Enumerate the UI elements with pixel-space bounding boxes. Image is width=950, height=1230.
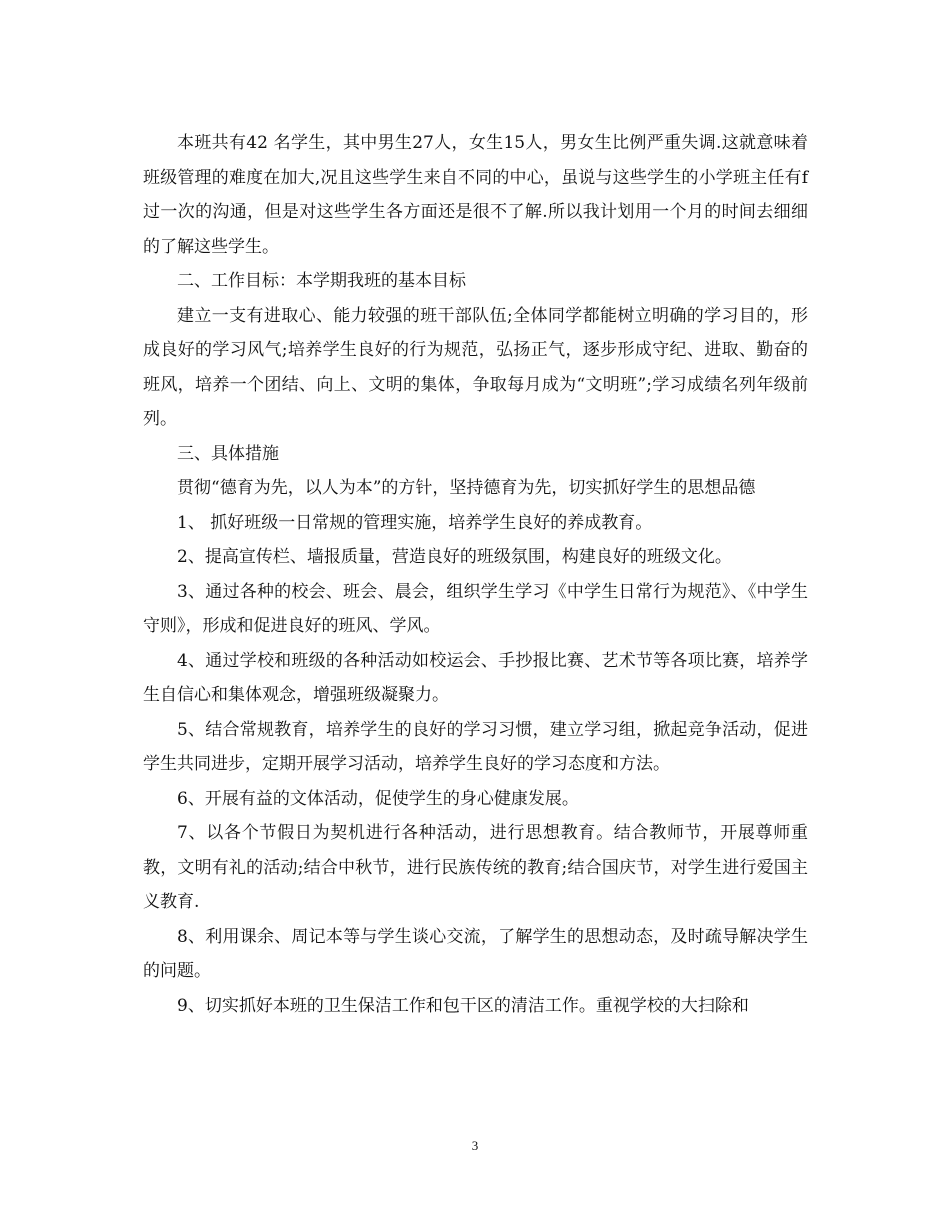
paragraph-class-overview: 本班共有42 名学生，其中男生27人，女生15人，男女生比例严重失调.这就意味着班级管理的难度在加大,况且这些学生来自不同的中心，虽说与这些学生的小学班主任有f过一次的沟通，但是对这些学生各方面还是很不了解.所以我计划用一个月的时间去细细的了解这些学生。 bbox=[143, 133, 808, 257]
list-item-1: 1、 抓好班级一日常规的管理实施，培养学生良好的养成教育。 bbox=[177, 512, 653, 533]
list-item-8: 8、利用课余、周记本等与学生谈心交流，了解学生的思想动态，及时疏导解决学生的问题。 bbox=[143, 926, 808, 981]
document-body bbox=[143, 126, 808, 1023]
heading-work-goals: 二、工作目标：本学期我班的基本目标 bbox=[177, 271, 466, 291]
list-item-5: 5、结合常规教育，培养学生的良好的学习习惯，建立学习组，掀起竞争活动，促进学生共同进步，定期开展学习活动，培养学生良好的学习态度和方法。 bbox=[143, 719, 808, 774]
paragraph-goals: 建立一支有进取心、能力较强的班干部队伍;全体同学都能树立明确的学习目的，形成良好的学习风气;培养学生良好的行为规范，弘扬正气，逐步形成守纪、进取、勤奋的班风，培养一个团结、向上、文明的集体，争取每月成为“文明班”;学习成绩名列年级前列。 bbox=[143, 305, 808, 429]
paragraph-moral-education: 贯彻“德育为先，以人为本”的方针，坚持德育为先，切实抓好学生的思想品德 bbox=[177, 478, 756, 498]
list-item-7: 7、以各个节假日为契机进行各种活动，进行思想教育。结合教师节，开展尊师重教，文明有礼的活动;结合中秋节，进行民族传统的教育;结合国庆节，对学生进行爱国主义教育. bbox=[143, 823, 808, 912]
page-number: 3 bbox=[471, 1138, 479, 1153]
list-item-3: 3、通过各种的校会、班会、晨会，组织学生学习《中学生日常行为规范》、《中学生守则》，形成和促进良好的班风、学风。 bbox=[143, 581, 808, 636]
heading-specific-measures: 三、具体措施 bbox=[177, 443, 279, 464]
list-item-2: 2、提高宣传栏、墙报质量，营造良好的班级氛围，构建良好的班级文化。 bbox=[177, 547, 732, 567]
list-item-4: 4、通过学校和班级的各种活动如校运会、手抄报比赛、艺术节等各项比赛，培养学生自信心和集体观念，增强班级凝聚力。 bbox=[143, 650, 808, 705]
list-item-6: 6、开展有益的文体活动，促使学生的身心健康发展。 bbox=[177, 788, 579, 809]
list-item-9: 9、切实抓好本班的卫生保洁工作和包干区的清洁工作。重视学校的大扫除和 bbox=[177, 995, 749, 1016]
